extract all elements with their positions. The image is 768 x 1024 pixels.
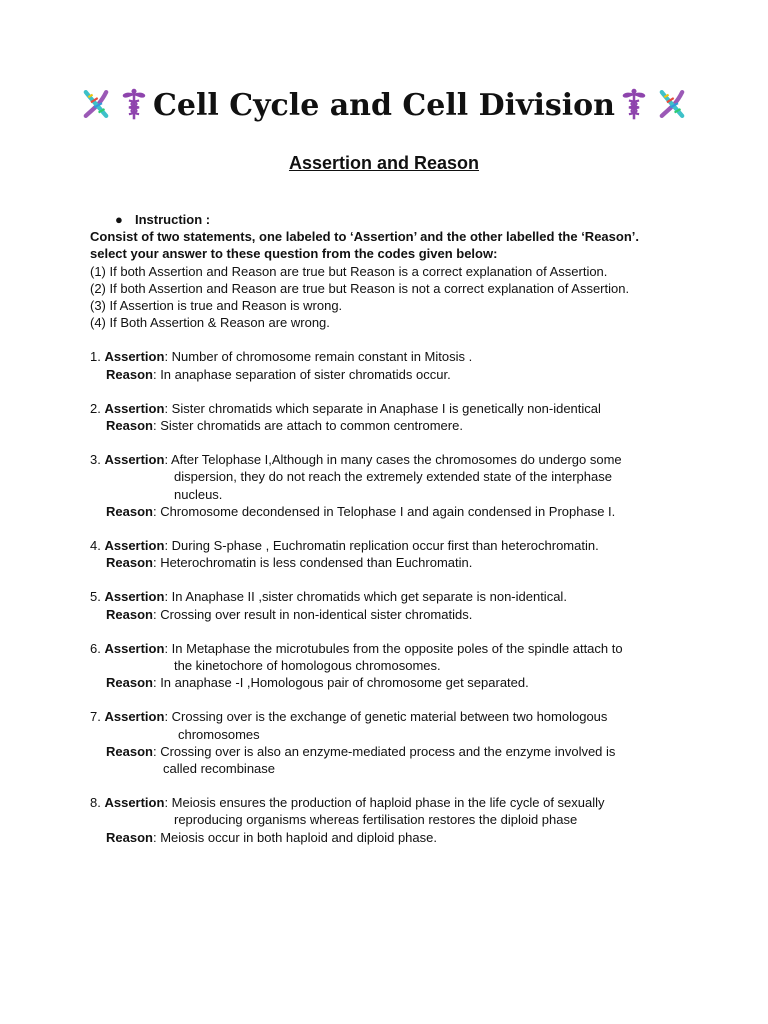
assertion-text: : In Anaphase II ,sister chromatids which get separate is non-identical. bbox=[164, 589, 567, 605]
assertion-label: Assertion bbox=[104, 795, 165, 811]
reason-line bbox=[90, 554, 690, 571]
reason-text: : Heterochromatin is less condensed than Euchromatin. bbox=[152, 555, 473, 571]
question-number: 3. bbox=[90, 452, 101, 468]
reason-label: Reason bbox=[106, 675, 153, 691]
reason-label: Reason bbox=[106, 555, 153, 571]
question-number: 5. bbox=[90, 589, 101, 605]
reason-text: : In anaphase -I ,Homologous pair of chromosome get separated. bbox=[152, 675, 529, 691]
assertion-line bbox=[90, 451, 690, 468]
question-item bbox=[90, 400, 690, 434]
assertion-line bbox=[90, 537, 690, 554]
assertion-text: : Crossing over is the exchange of genetic material between two homologous bbox=[164, 709, 608, 725]
assertion-label: Assertion bbox=[104, 538, 165, 554]
reason-label: Reason bbox=[106, 418, 153, 434]
assertion-line bbox=[90, 708, 690, 725]
question-number: 4. bbox=[90, 538, 101, 554]
reason-continuation: called recombinase bbox=[163, 761, 276, 777]
assertion-continuation: reproducing organisms whereas fertilisation restores the diploid phase bbox=[174, 812, 578, 828]
reason-line bbox=[90, 829, 690, 846]
question-number: 7. bbox=[90, 709, 101, 725]
code-option: (3) If Assertion is true and Reason is wrong. bbox=[90, 298, 343, 314]
reason-line bbox=[90, 366, 690, 383]
assertion-line bbox=[90, 588, 690, 605]
reason-label: Reason bbox=[106, 366, 153, 382]
assertion-label: Assertion bbox=[104, 349, 165, 365]
assertion-continuation: nucleus. bbox=[174, 486, 223, 502]
assertion-text: : In Metaphase the microtubules from the opposite poles of the spindle attach to bbox=[164, 640, 623, 656]
reason-label: Reason bbox=[106, 503, 153, 519]
reason-label: Reason bbox=[106, 606, 153, 622]
question-item bbox=[90, 451, 690, 520]
question-item bbox=[90, 348, 690, 382]
content-body bbox=[90, 211, 690, 846]
assertion-label: Assertion bbox=[104, 589, 165, 605]
reason-text: : Sister chromatids are attach to common centromere. bbox=[152, 418, 463, 434]
reason-label: Reason bbox=[106, 743, 153, 759]
title-text: Cell Cycle and Cell Division bbox=[153, 88, 615, 123]
dna-icon bbox=[655, 87, 689, 121]
reason-label: Reason bbox=[106, 829, 153, 845]
dna-icon bbox=[79, 87, 113, 121]
code-option: (2) If both Assertion and Reason are true but Reason is not a correct explanation of Assertion. bbox=[90, 280, 630, 296]
assertion-continuation: the kinetochore of homologous chromosomes. bbox=[174, 658, 441, 674]
reason-text: : Crossing over result in non-identical sister chromatids. bbox=[152, 606, 473, 622]
page-title bbox=[0, 86, 768, 126]
reason-line bbox=[90, 417, 690, 434]
reason-text: : Meiosis occur in both haploid and diploid phase. bbox=[152, 829, 437, 845]
assertion-label: Assertion bbox=[104, 640, 165, 656]
question-item bbox=[90, 794, 690, 846]
instruction-label: Instruction : bbox=[135, 212, 211, 227]
section-subtitle: Assertion and Reason bbox=[288, 153, 480, 173]
reason-text: : Chromosome decondensed in Telophase I and again condensed in Prophase I. bbox=[152, 503, 616, 519]
reason-text: : Crossing over is also an enzyme-mediated process and the enzyme involved is bbox=[152, 743, 616, 759]
reason-line bbox=[90, 503, 690, 520]
assertion-line bbox=[90, 794, 690, 811]
assertion-label: Assertion bbox=[104, 709, 165, 725]
reason-line bbox=[90, 674, 690, 691]
assertion-continuation: chromosomes bbox=[178, 726, 260, 742]
assertion-line bbox=[90, 348, 690, 365]
question-number: 8. bbox=[90, 795, 101, 811]
assertion-continuation: dispersion, they do not reach the extremely extended state of the interphase bbox=[174, 469, 612, 485]
medical-caduceus-icon bbox=[617, 87, 651, 121]
assertion-text: : Number of chromosome remain constant in Mitosis . bbox=[164, 349, 473, 365]
assertion-line bbox=[90, 400, 690, 417]
bullet-dot: ● bbox=[115, 212, 123, 227]
assertion-text: : Sister chromatids which separate in Anaphase I is genetically non-identical bbox=[164, 400, 601, 416]
assertion-text: : After Telophase I,Although in many cases the chromosomes do undergo some bbox=[164, 452, 622, 468]
assertion-text: : During S-phase , Euchromatin replication occur first than heterochromatin. bbox=[164, 538, 599, 554]
reason-line bbox=[90, 743, 690, 760]
question-item bbox=[90, 640, 690, 692]
question-item bbox=[90, 537, 690, 571]
question-item bbox=[90, 588, 690, 622]
instruction-bullet bbox=[90, 211, 690, 228]
assertion-label: Assertion bbox=[104, 400, 165, 416]
reason-text: : In anaphase separation of sister chromatids occur. bbox=[152, 366, 451, 382]
code-option: (4) If Both Assertion & Reason are wrong. bbox=[90, 315, 330, 331]
assertion-text: : Meiosis ensures the production of haploid phase in the life cycle of sexually bbox=[164, 795, 605, 811]
question-number: 2. bbox=[90, 400, 101, 416]
assertion-label: Assertion bbox=[104, 452, 165, 468]
medical-caduceus-icon bbox=[117, 87, 151, 121]
reason-line bbox=[90, 606, 690, 623]
instruction-text: select your answer to these question from the codes given below: bbox=[90, 246, 498, 262]
question-item bbox=[90, 708, 690, 777]
question-number: 6. bbox=[90, 640, 101, 656]
assertion-line bbox=[90, 640, 690, 657]
code-option: (1) If both Assertion and Reason are true but Reason is a correct explanation of Assertion. bbox=[90, 263, 608, 279]
question-number: 1. bbox=[90, 349, 101, 365]
instruction-text: Consist of two statements, one labeled to ‘Assertion’ and the other labelled the ‘Reason’. bbox=[90, 229, 639, 245]
